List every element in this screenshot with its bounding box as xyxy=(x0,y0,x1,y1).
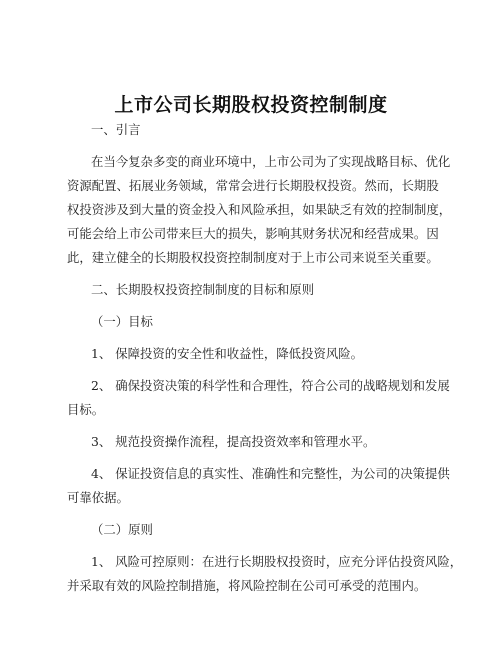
paragraph-line: 此，建立健全的长期股权投资控制制度对于上市公司来说至关重要。 xyxy=(67,250,439,265)
section-heading-introduction: 一、引言 xyxy=(91,122,141,137)
list-item: 1、 风险可控原则：在进行长期股权投资时，应充分评估投资风险， xyxy=(91,554,463,569)
list-item: 4、 保证投资信息的真实性、准确性和完整性，为公司的决策提供 xyxy=(91,466,450,481)
list-item-continuation: 并采取有效的风险控制措施，将风险控制在公司可承受的范围内。 xyxy=(67,578,427,593)
paragraph-line: 权投资涉及到大量的资金投入和风险承担，如果缺乏有效的控制制度， xyxy=(67,202,452,217)
paragraph-line: 在当今复杂多变的商业环境中，上市公司为了实现战略目标、优化 xyxy=(91,154,451,169)
list-item: 2、 确保投资决策的科学性和合理性，符合公司的战略规划和发展 xyxy=(91,378,450,393)
subsection-heading-principles: （二）原则 xyxy=(91,522,153,537)
section-heading-objectives-principles: 二、长期股权投资控制制度的目标和原则 xyxy=(91,282,315,297)
paragraph-line: 资源配置、拓展业务领域，常常会进行长期股权投资。然而，长期股 xyxy=(67,178,439,193)
paragraph-line: 可能会给上市公司带来巨大的损失，影响其财务状况和经营成果。因 xyxy=(67,226,439,241)
subsection-heading-objectives: （一）目标 xyxy=(91,314,153,329)
list-item-continuation: 目标。 xyxy=(67,402,105,417)
list-item: 1、 保障投资的安全性和收益性，降低投资风险。 xyxy=(91,346,364,361)
page-title: 上市公司长期股权投资控制制度 xyxy=(114,94,388,116)
list-item-continuation: 可靠依据。 xyxy=(67,490,129,505)
list-item: 3、 规范投资操作流程，提高投资效率和管理水平。 xyxy=(91,434,376,449)
